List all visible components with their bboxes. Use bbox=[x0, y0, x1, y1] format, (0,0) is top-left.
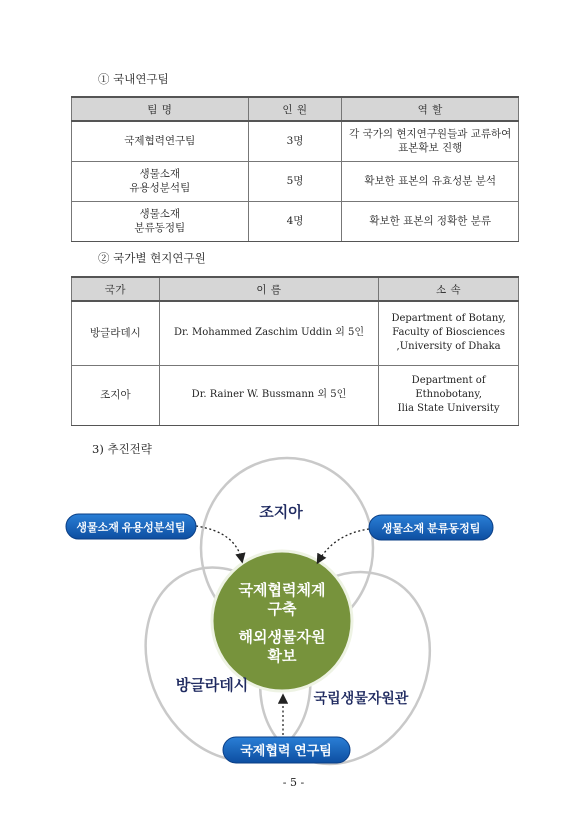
col-header-affiliation: 소 속 bbox=[379, 277, 519, 301]
role-cell: 각 국가의 현지연구원들과 교류하여 표본확보 진행 bbox=[342, 121, 519, 161]
strategy-diagram bbox=[0, 450, 587, 780]
affiliation-cell: Department of Botany, Faculty of Biosciences ,University of Dhaka bbox=[379, 301, 519, 365]
table-header-row bbox=[72, 277, 519, 301]
pill-left-label: 생물소재 유용성분석팀 bbox=[76, 522, 186, 534]
role-cell: 확보한 표본의 정확한 분류 bbox=[342, 201, 519, 241]
center-line-4: 확보 bbox=[267, 648, 297, 665]
team-name-cell: 생물소재 유용성분석팀 bbox=[72, 161, 249, 201]
table-row bbox=[72, 365, 519, 425]
section-heading-domestic-team: ① 국내연구팀 bbox=[98, 72, 169, 86]
affiliation-cell: Department of Ethnobotany, Ilia State University bbox=[379, 365, 519, 425]
bangladesh-label: 방글라데시 bbox=[175, 677, 249, 694]
member-count-cell: 3명 bbox=[248, 121, 342, 161]
nibr-label: 국립생물자원관 bbox=[313, 690, 409, 706]
section-heading-local-researchers: ② 국가별 현지연구원 bbox=[98, 251, 206, 265]
table-row bbox=[72, 121, 519, 161]
right-arrow bbox=[318, 529, 369, 562]
domestic-team-table bbox=[71, 96, 519, 242]
local-researchers-table bbox=[71, 276, 519, 426]
table-row bbox=[72, 161, 519, 201]
table-row bbox=[72, 301, 519, 365]
team-name-cell: 생물소재 분류동정팀 bbox=[72, 201, 249, 241]
team-name-cell: 국제협력연구팀 bbox=[72, 121, 249, 161]
col-header-team: 팀 명 bbox=[72, 97, 249, 121]
pill-bottom-label: 국제협력 연구팀 bbox=[240, 743, 332, 758]
researcher-name-cell: Dr. Mohammed Zaschim Uddin 외 5인 bbox=[159, 301, 378, 365]
researcher-name-cell: Dr. Rainer W. Bussmann 외 5인 bbox=[159, 365, 378, 425]
member-count-cell: 5명 bbox=[248, 161, 342, 201]
col-header-country: 국가 bbox=[72, 277, 160, 301]
pill-right-label: 생물소재 분류동정팀 bbox=[381, 523, 481, 535]
center-line-3: 해외생물자원 bbox=[238, 629, 326, 646]
section-heading-strategy: 3) 추진전략 bbox=[92, 442, 152, 456]
member-count-cell: 4명 bbox=[248, 201, 342, 241]
country-cell: 방글라데시 bbox=[72, 301, 160, 365]
role-cell: 확보한 표본의 유효성분 분석 bbox=[342, 161, 519, 201]
center-line-2: 구축 bbox=[267, 601, 297, 618]
georgia-label: 조지아 bbox=[259, 504, 303, 521]
table-row bbox=[72, 201, 519, 241]
page-number: - 5 - bbox=[282, 776, 305, 789]
col-header-count: 인 원 bbox=[248, 97, 342, 121]
col-header-name: 이 름 bbox=[159, 277, 378, 301]
center-line-1: 국제협력체계 bbox=[238, 582, 326, 599]
center-circle bbox=[212, 551, 352, 691]
table-header-row bbox=[72, 97, 519, 121]
country-cell: 조지아 bbox=[72, 365, 160, 425]
col-header-role: 역 할 bbox=[342, 97, 519, 121]
